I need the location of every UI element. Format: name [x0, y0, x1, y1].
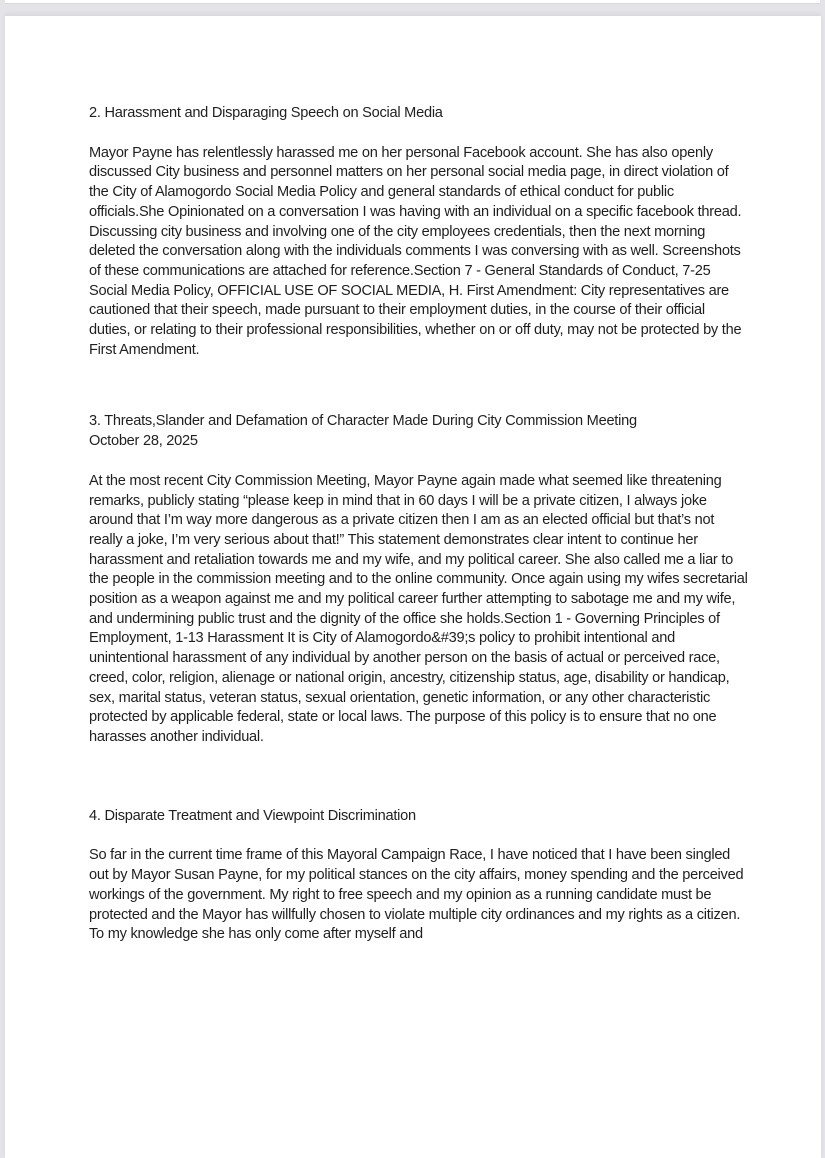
section-paragraph: At the most recent City Commission Meeting, Mayor Payne again made what seemed like threatening remarks, publicly stating “please keep in mind that in 60 days I will be a private citizen, I always joke around that I’m way more dangerous as a private citizen then I am as an elected official but that’s not really a joke, I’m very serious about that!” This statement demonstrates clear intent to continue her harassment and retaliation towards me and my wife, and my political career. She also called me a liar to the people in the commission meeting and to the online community. Once again using my wifes secretarial position as a weapon against me and my political career further attempting to sabotage me and my wife, and undermining public trust and the dignity of the office she holds.Section 1 - Governing Principles of Employment, 1-13 Harassment It is City of Alamogordo&#39;s policy to prohibit intentional and unintentional harassment of any individual by another person on the basis of actual or perceived race, creed, color, religion, alienage or national origin, ancestry, citizenship status, age, disability or handicap, sex, marital status, veteran status, sexual orientation, genetic information, or any other characteristic protected by applicable federal, state or local laws. The purpose of this policy is to ensure that no one harasses another individual.: [89, 472, 748, 745]
previous-page-edge: [5, 0, 820, 4]
page-content: [89, 104, 749, 945]
section-heading: 3. Threats,Slander and Defamation of Character Made During City Commission Meeting: [89, 413, 637, 430]
section-disparate-treatment: [89, 807, 749, 945]
section-paragraph: So far in the current time frame of this Mayoral Campaign Race, I have noticed that I have been singled out by Mayor Susan Payne, for my political stances on the city affairs, money spending and the perceived workings of the government. My right to free speech and my opinion as a running candidate must be protected and the Mayor has willfully chosen to violate multiple city ordinances and my rights as a citizen. To my knowledge she has only come after myself and: [89, 847, 744, 943]
section-paragraph: Mayor Payne has relentlessly harassed me on her personal Facebook account. She has also openly discussed City business and personnel matters on her personal social media page, in direct violation of the City of Alamogordo Social Media Policy and general standards of ethical conduct for public officials.She Opinionated on a conversation I was having with an individual on a specific facebook thread. Discussing city business and involving one of the city employees credentials, then the next morning deleted the conversation along with the individuals comments I was conversing with as well. Screenshots of these communications are attached for reference.Section 7 - General Standards of Conduct, 7-25 Social Media Policy, OFFICIAL USE OF SOCIAL MEDIA, H. First Amendment: City representatives are cautioned that their speech, made pursuant to their employment duties, in the course of their official duties, or relating to their professional responsibilities, whether on or off duty, may not be protected by the First Amendment.: [89, 144, 742, 358]
section-date: October 28, 2025: [89, 433, 198, 450]
section-heading: 4. Disparate Treatment and Viewpoint Discrimination: [89, 807, 416, 824]
section-social-media: [89, 104, 749, 360]
section-heading: 2. Harassment and Disparaging Speech on Social Media: [89, 105, 443, 121]
section-threats: [89, 412, 749, 747]
document-page: [5, 16, 821, 1158]
